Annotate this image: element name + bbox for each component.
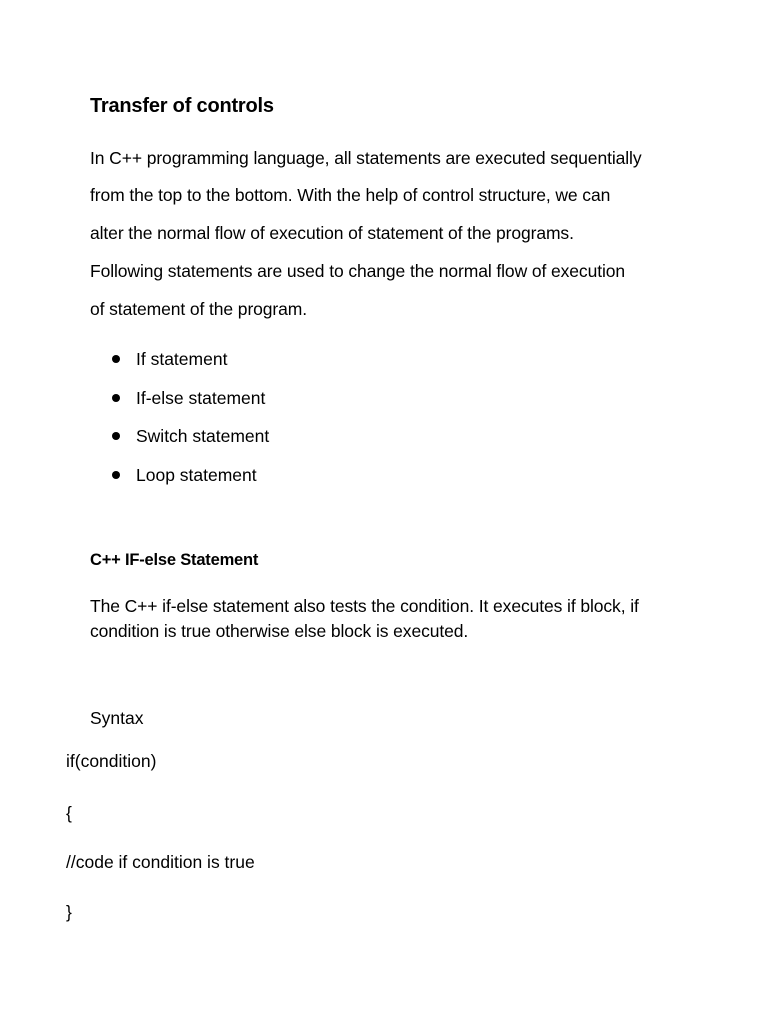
intro-paragraph-line: In C++ programming language, all statements are executed sequentially xyxy=(90,148,642,168)
section-heading: C++ IF-else Statement xyxy=(90,551,259,569)
bullet-icon xyxy=(112,394,120,402)
intro-paragraph-line: Following statements are used to change the normal flow of execution xyxy=(90,261,626,281)
list-item xyxy=(112,348,269,387)
code-line: { xyxy=(66,803,72,823)
list-item-label: If-else statement xyxy=(136,387,266,408)
list-item xyxy=(112,464,269,503)
code-line: //code if condition is true xyxy=(66,852,255,872)
list-item-label: Switch statement xyxy=(136,426,270,447)
bullet-icon xyxy=(112,355,120,363)
code-line: } xyxy=(66,902,72,922)
bullet-icon xyxy=(112,432,120,440)
intro-paragraph-line: alter the normal flow of execution of statement of the programs. xyxy=(90,223,574,243)
intro-paragraph-line: of statement of the program. xyxy=(90,299,308,319)
list-item xyxy=(112,425,269,464)
description-line: The C++ if-else statement also tests the condition. It executes if block, if xyxy=(90,596,639,616)
page-title: Transfer of controls xyxy=(90,95,274,117)
description-line: condition is true otherwise else block is executed. xyxy=(90,621,469,641)
bullet-icon xyxy=(112,471,120,479)
code-line: if(condition) xyxy=(66,751,157,771)
control-statements-list xyxy=(112,348,269,503)
list-item-label: If statement xyxy=(136,349,228,369)
intro-paragraph-line: from the top to the bottom. With the help of control structure, we can xyxy=(90,185,611,205)
syntax-label: Syntax xyxy=(90,708,144,728)
list-item-label: Loop statement xyxy=(136,465,257,486)
list-item xyxy=(112,387,269,426)
